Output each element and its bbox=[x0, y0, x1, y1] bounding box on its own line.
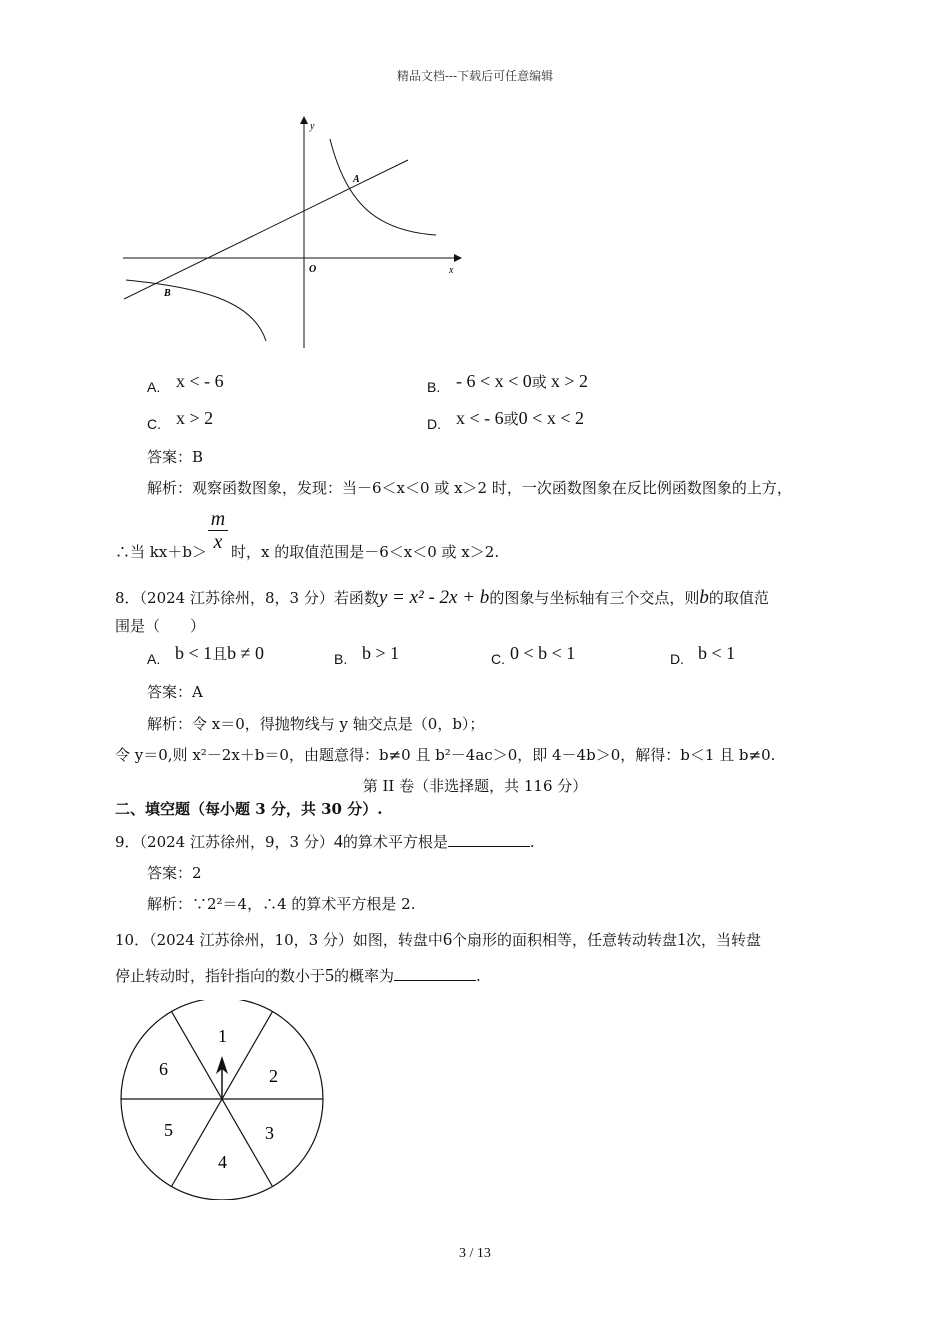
q8-option-a-expr: b < 1且b ≠ 0 bbox=[175, 643, 265, 663]
hyperbola-branch-third-quadrant bbox=[126, 280, 266, 341]
x-axis-arrow bbox=[454, 254, 462, 262]
sector-label-4: 4 bbox=[218, 1152, 227, 1172]
q8-option-a-letter: A. bbox=[147, 651, 161, 667]
q7-fraction bbox=[206, 508, 230, 553]
q7-option-a-letter: A. bbox=[147, 379, 161, 395]
spinner-diagram bbox=[118, 1000, 328, 1200]
q8-stem-line1: 8．（2024 江苏徐州，8，3 分）若函数y = x² - 2x + b的图象与坐标轴有三个交点，则b的取值范 bbox=[115, 587, 769, 608]
q7-option-c-letter: C. bbox=[147, 416, 161, 432]
hyperbola-branch-first-quadrant bbox=[330, 139, 436, 235]
sector-label-5: 5 bbox=[164, 1120, 173, 1140]
page-number: 3 / 13 bbox=[459, 1246, 491, 1261]
q7-analysis-line1: 解析：观察函数图象，发现：当－6＜x＜0 或 x＞2 时，一次函数图象在反比例函数图象的上方， bbox=[147, 479, 792, 497]
q7-option-d-expr: x < - 6或0 < x < 2 bbox=[456, 408, 584, 428]
q7-answer: 答案：B bbox=[147, 448, 204, 466]
q8-analysis-line1: 解析：令 x＝0，得抛物线与 y 轴交点是（0，b）； bbox=[147, 715, 485, 733]
q7-option-a-expr: x < - 6 bbox=[176, 371, 224, 391]
sector-label-6: 6 bbox=[159, 1059, 168, 1079]
q8-option-b-expr: b > 1 bbox=[362, 643, 400, 663]
q10-blank bbox=[394, 966, 476, 981]
q10-stem-line2: 停止转动时，指针指向的数小于5的概率为 . bbox=[115, 965, 481, 985]
q7-option-b-letter: B. bbox=[427, 379, 441, 395]
y-axis-arrow bbox=[300, 116, 308, 124]
q9-stem: 9．（2024 江苏徐州，9，3 分）4的算术平方根是 . bbox=[115, 831, 535, 851]
q8-option-c-expr: 0 < b < 1 bbox=[510, 643, 576, 663]
q10-stem-line1: 10．（2024 江苏徐州，10，3 分）如图，转盘中6个扇形的面积相等，任意转动转盘1次，当转盘 bbox=[115, 929, 761, 949]
point-a-label: A bbox=[353, 174, 360, 185]
y-axis-label: y bbox=[310, 121, 315, 132]
page-header: 精品文档---下载后可任意编辑 bbox=[396, 69, 554, 83]
q8-option-d-letter: D. bbox=[670, 651, 684, 667]
point-b-label: B bbox=[164, 288, 171, 299]
x-axis-label: x bbox=[449, 265, 454, 276]
q7-analysis-line2-pre: ∴当 kx＋b＞ bbox=[115, 543, 207, 561]
sector-label-3: 3 bbox=[265, 1123, 274, 1143]
q9-analysis: 解析：∵2²＝4，∴4 的算术平方根是 2. bbox=[147, 895, 416, 913]
origin-label: O bbox=[309, 264, 317, 275]
q7-analysis-line2-post: 时，x 的取值范围是－6＜x＜0 或 x＞2. bbox=[231, 543, 500, 561]
linear-function-line bbox=[124, 160, 408, 299]
fraction-numerator: m bbox=[210, 508, 226, 530]
q7-option-d-letter: D. bbox=[427, 416, 441, 432]
q7-option-c-expr: x > 2 bbox=[176, 408, 214, 428]
q8-analysis-line2: 令 y＝0,则 x²－2x＋b＝0，由题意得：b≠0 且 b²－4ac＞0，即 4－4b＞0，解得：b＜1 且 b≠0. bbox=[115, 746, 776, 764]
sector-label-1: 1 bbox=[218, 1026, 227, 1046]
q8-stem-line2: 围是（ ） bbox=[115, 617, 206, 635]
q9-blank bbox=[448, 832, 530, 847]
q7-option-b-expr: - 6 < x < 0或 x > 2 bbox=[456, 371, 588, 391]
q9-answer: 答案：2 bbox=[147, 864, 202, 882]
part2-title: 第 II 卷（非选择题，共 116 分） bbox=[362, 777, 588, 795]
function-graph bbox=[118, 115, 463, 355]
section-title: 二、填空题（每小题 3 分，共 30 分）. bbox=[115, 800, 383, 818]
q8-option-c-letter: C. bbox=[491, 651, 505, 667]
q8-answer: 答案：A bbox=[147, 683, 203, 701]
q8-option-d-expr: b < 1 bbox=[698, 643, 736, 663]
fraction-denominator: x bbox=[213, 531, 223, 553]
sector-label-2: 2 bbox=[269, 1066, 278, 1086]
q8-option-b-letter: B. bbox=[334, 651, 348, 667]
